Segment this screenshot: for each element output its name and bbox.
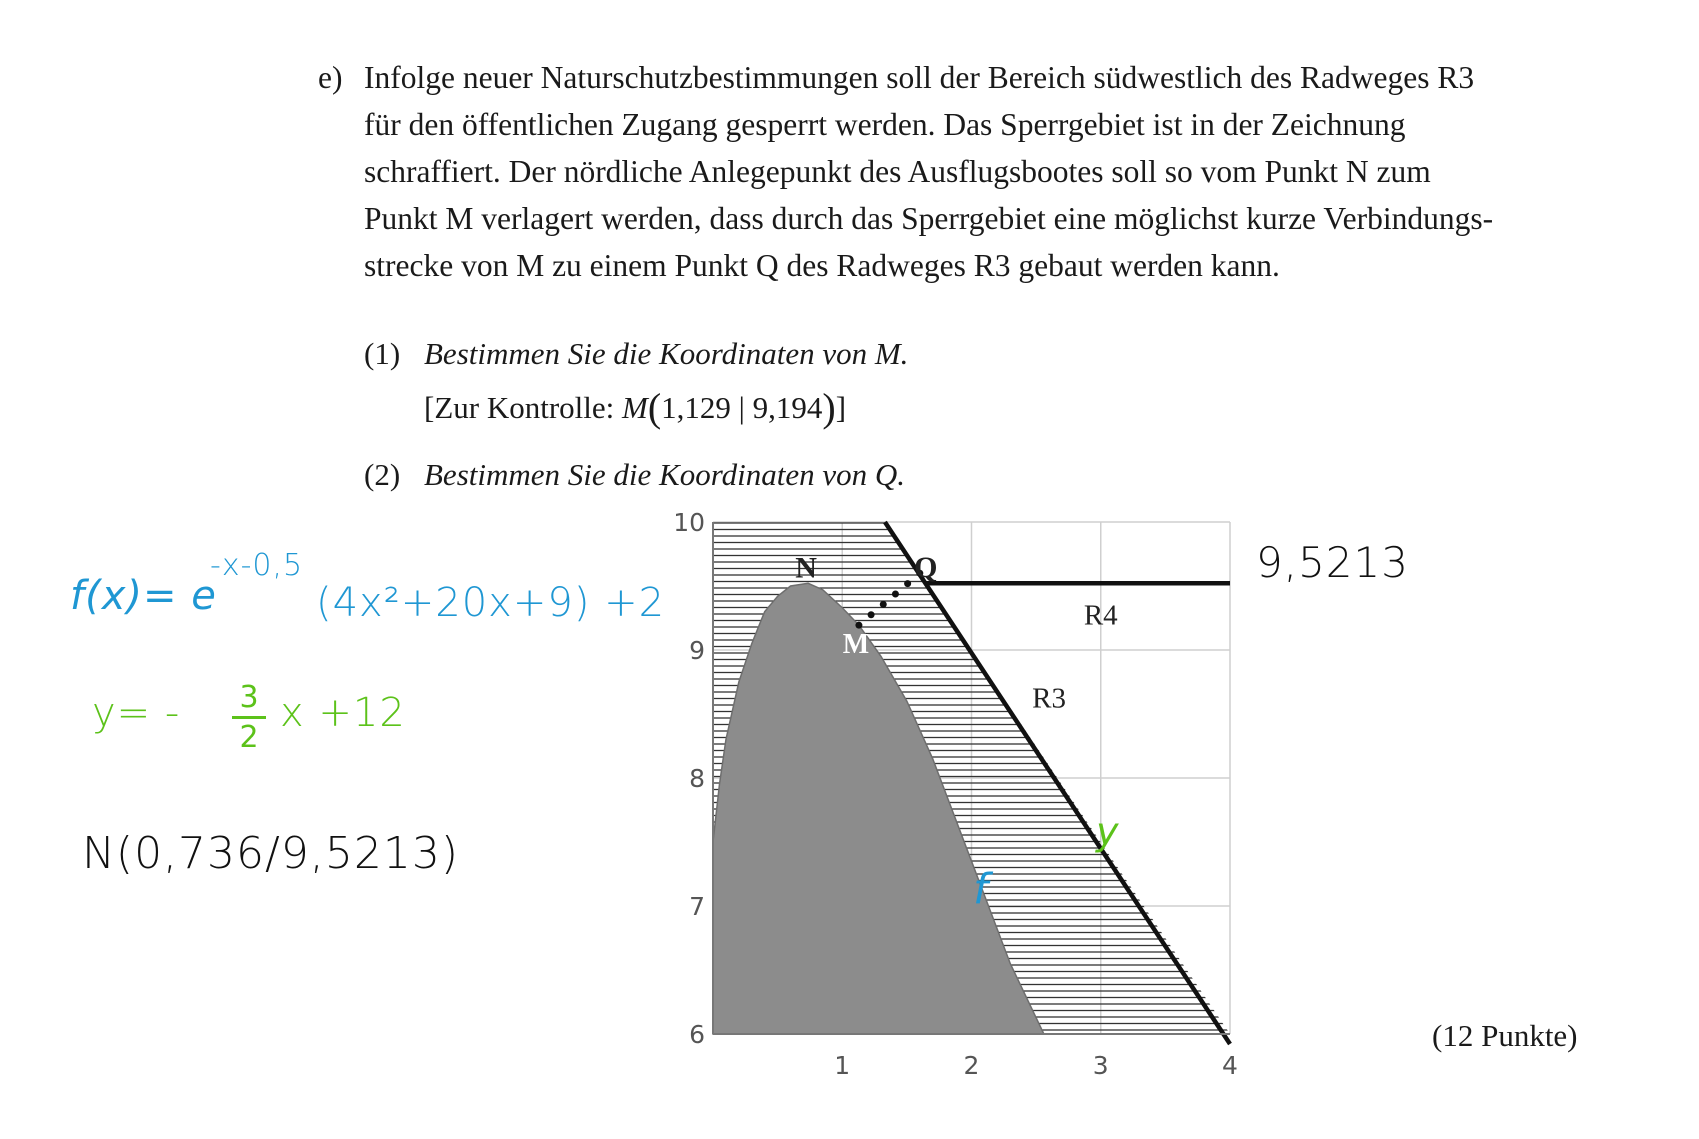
control-suffix: ] — [835, 390, 847, 425]
connection-dot — [880, 601, 887, 608]
control-close-paren: ) — [822, 385, 836, 430]
handwritten-y-right: x +12 — [280, 690, 406, 736]
task-line-2: für den öffentlichen Zugang gesperrt werden. Das Sperrgebiet ist in der Zeichnung — [364, 107, 1406, 142]
handwritten-top-value: 9,5213 — [1256, 538, 1409, 587]
connection-dot — [892, 590, 899, 597]
connection-dot — [868, 611, 875, 618]
x-tick-label: 3 — [1092, 1051, 1109, 1080]
point-m-label: M — [842, 629, 870, 661]
y-tick-label: 8 — [689, 764, 705, 793]
y-tick-label: 6 — [689, 1020, 705, 1049]
handwritten-f-left: f(x)= e — [70, 573, 217, 619]
road-r4-label: R4 — [1083, 599, 1118, 632]
task-line-3: schraffiert. Der nördliche Anlegepunkt des Ausflugsbootes soll so vom Punkt N zum — [364, 154, 1431, 189]
handwritten-y-label: y — [1095, 809, 1119, 854]
control-open-paren: ( — [647, 385, 662, 430]
x-tick-label: 2 — [963, 1051, 980, 1080]
handwritten-f-exponent: -x-0,5 — [210, 548, 304, 583]
task-line-4: Punkt M verlagert werden, dass durch das Sperrgebiet eine möglichst kurze Verbindungs- — [364, 201, 1494, 236]
task-line-1: Infolge neuer Naturschutzbestimmungen soll der Bereich südwestlich des Radweges R3 — [364, 60, 1475, 95]
road-r3-label: R3 — [1032, 682, 1066, 715]
subtask-2-number: (2) — [364, 457, 401, 492]
y-tick-label: 9 — [689, 636, 705, 665]
fraction-numerator: 3 — [239, 680, 259, 715]
subtask-1-number: (1) — [364, 336, 401, 371]
y-tick-label: 7 — [689, 892, 705, 921]
fraction-denominator: 2 — [239, 720, 259, 755]
connection-dot — [855, 622, 862, 629]
handwritten-y-left: y= - — [92, 690, 181, 736]
control-var: M — [622, 390, 648, 425]
subtask-2-text: Bestimmen Sie die Koordinaten von Q. — [424, 457, 905, 492]
control-prefix: [Zur Kontrolle: — [424, 390, 615, 425]
task-label: e) — [318, 60, 343, 95]
handwritten-f-right: (4x²+20x+9) +2 — [316, 580, 666, 626]
point-q-label: Q — [914, 551, 938, 585]
subtask-1-text: Bestimmen Sie die Koordinaten von M. — [424, 336, 909, 371]
y-tick-label: 10 — [673, 508, 705, 537]
task-line-5: strecke von M zu einem Punkt Q des Radweges R3 gebaut werden kann. — [364, 248, 1280, 283]
handwritten-f-label: f — [973, 864, 988, 914]
connection-dot — [904, 580, 911, 587]
x-tick-label: 1 — [834, 1051, 851, 1080]
point-n-label: N — [795, 551, 817, 585]
control-value: 1,129 | 9,194 — [661, 390, 823, 425]
handwritten-n-point: N(0,736/9,5213) — [82, 828, 459, 879]
x-tick-label: 4 — [1222, 1051, 1238, 1080]
points-label: (12 Punkte) — [1432, 1018, 1578, 1053]
